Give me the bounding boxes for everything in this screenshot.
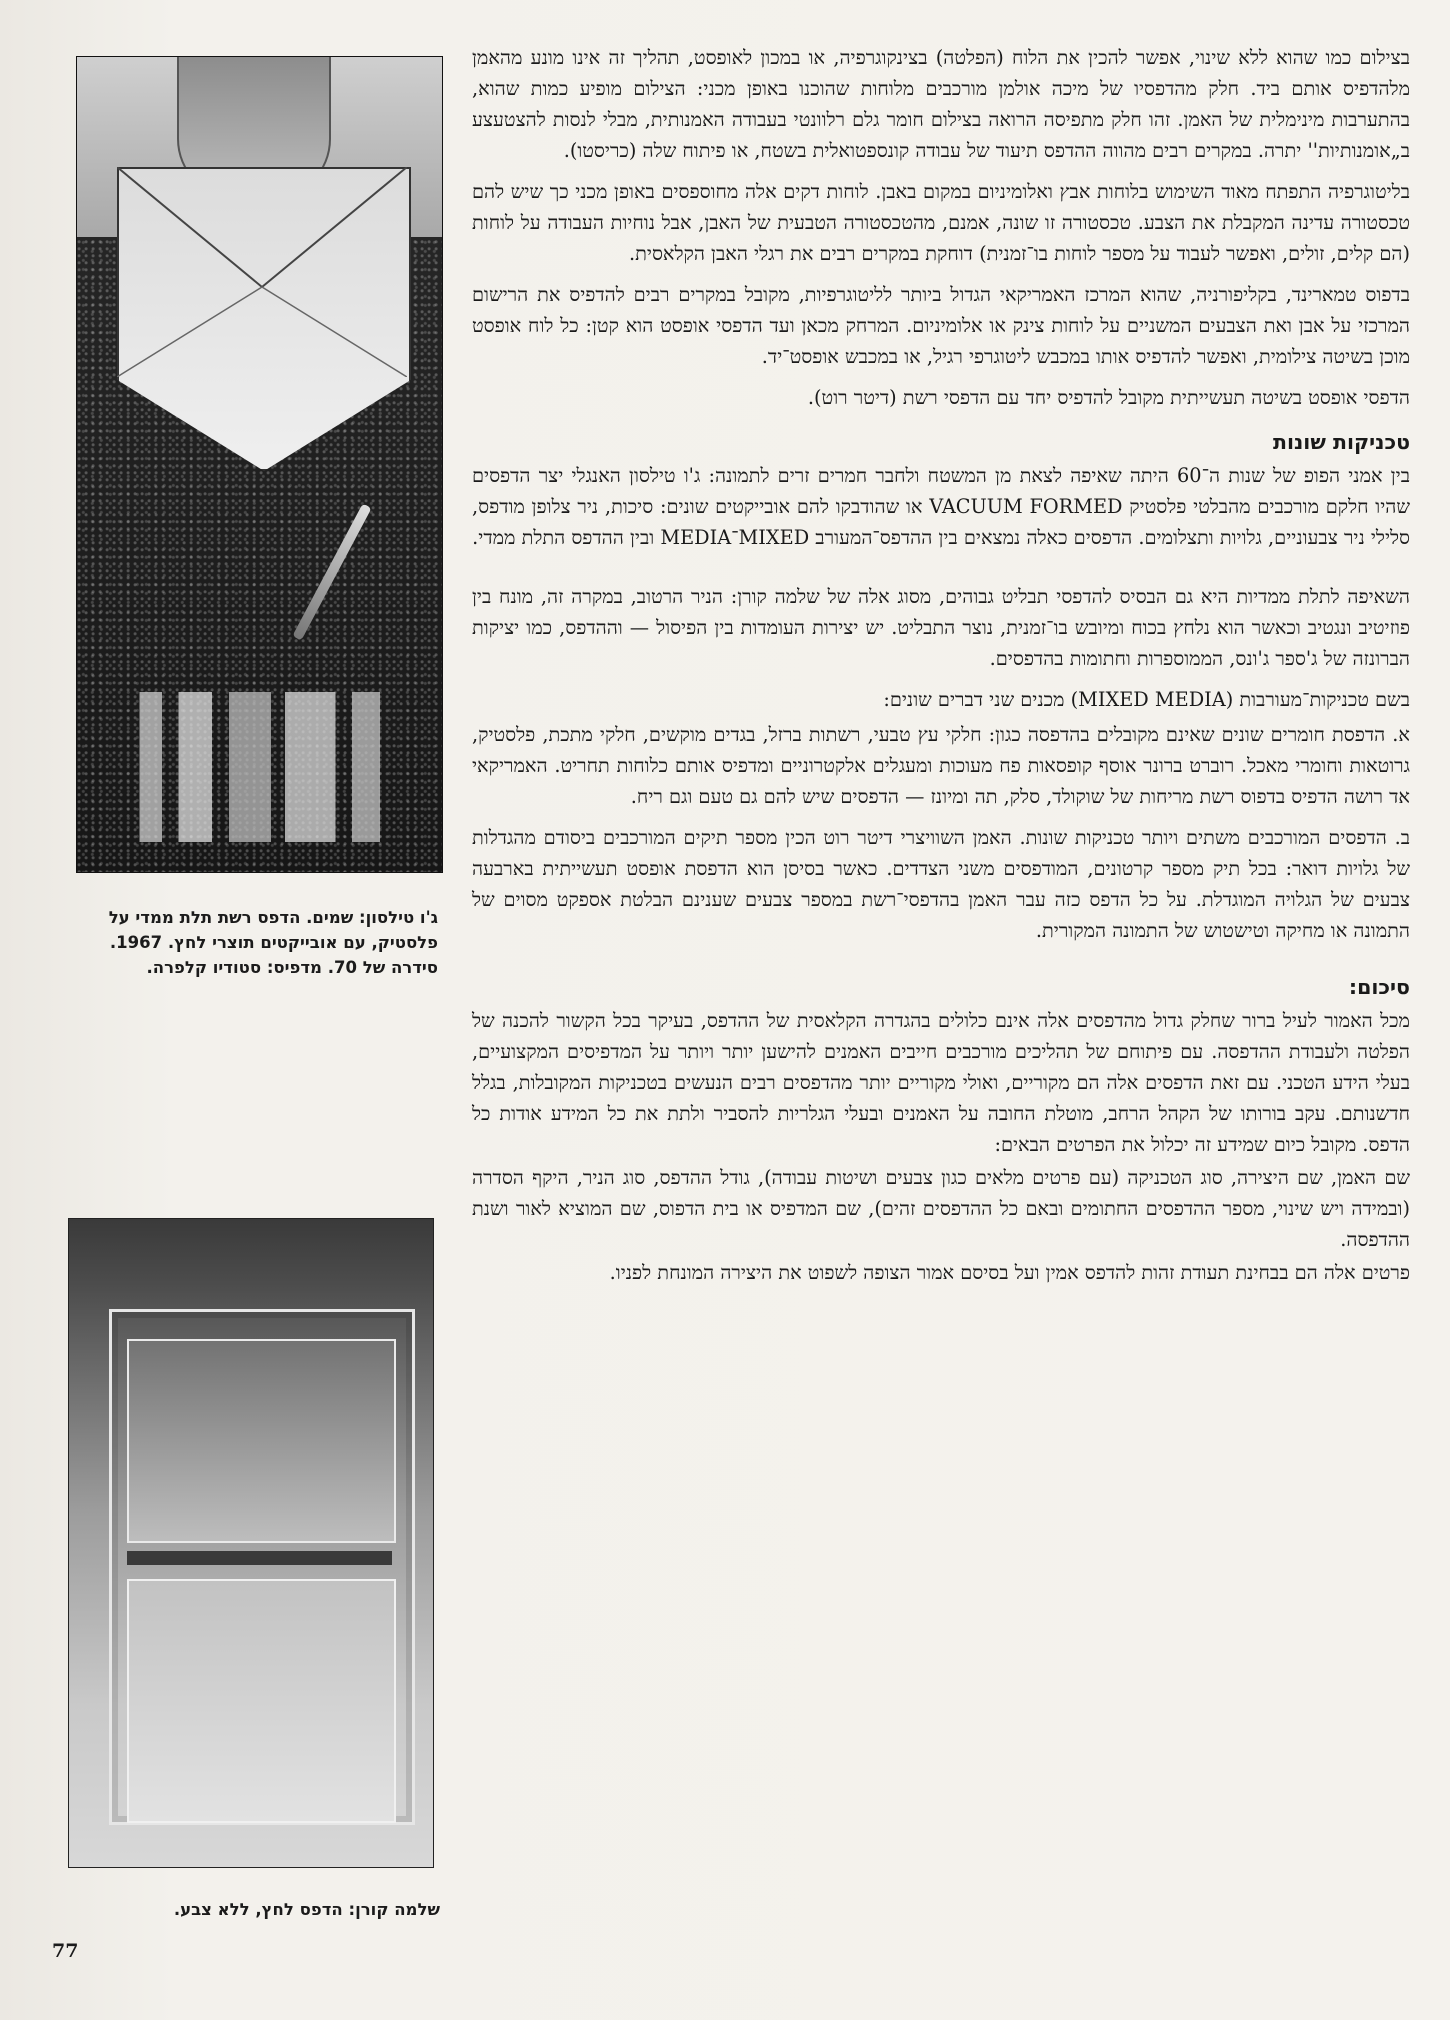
body-paragraph: בצילום כמו שהוא ללא שינוי, אפשר להכין את הלוח (הפלטה) בצינקוגרפיה, או במכון לאופסט, תהליך זה אינו מונע מהאמן מלהדפיס אותם ביד. חלק מהדפסיו של מיכה אולמן מורכבים מלוחות שהוכנו באופן מכני: הצילום מופיע כמות שהוא, בהתערבות מינימלית של האמן. זהו חלק מתפיסה הרואה בצילום חומר גלם רלוונטי בעבודה האמנותית, מבלי לנסות להצטעצע ב„אומנותיות'' יתרה. במקרים רבים מהווה ההדפס תיעוד של עבודה קונספטואלית בשטח, או פיתוח שלה (כריסטו). xyxy=(472,46,1410,162)
figure-caption-tilson: ג'ו טילסון: שמים. הדפס רשת תלת ממדי על פלסטיק, עם אובייקטים תוצרי לחץ. 1967. סידרה של 70. מדפיס: סטודיו קלפרה. xyxy=(108,908,438,977)
image-needle xyxy=(292,503,371,640)
image-city-buildings xyxy=(117,692,397,842)
body-paragraph: בין אמני הפופ של שנות ה־60 היתה שאיפה לצאת מן המשטח ולחבר חמרים זרים לתמונה: ג'ו טילסון האנגלי יצר הדפסים שהיו חלקם מורכבים מהבלטי פלסטיק VACUUM FORMED או שהודבקו להם אובייקטים שונים: סיכות, ניר צלופן מודפס, סלילי ניר צבעוניים, גלויות ותצלומים. הדפסים כאלה נמצאים בין ההדפס־המעורב MIXED־MEDIA ובין ההדפס התלת ממדי. xyxy=(472,464,1410,549)
section-heading-techniques: טכניקות שונות xyxy=(1272,430,1410,454)
koren-relief-print-image xyxy=(68,1218,434,1868)
paragraph-gap xyxy=(472,563,1410,581)
page-number: 77 xyxy=(52,1940,79,1962)
body-paragraph: בדפוס טמארינד, בקליפורניה, שהוא המרכז האמריקאי הגדול ביותר לליטוגרפיות, מקובל במקרים רבים להדפיס את הרישום המרכזי על אבן ואת הצבעים המשניים על לוחות צינק או אלומיניום. המרחק מכאן ועד הדפסי אופסט הוא קטן: כל לוח אופסט מוכן בשיטה צילומית, ואפשר להדפיס אותו במכבש ליטוגרפי רגיל, או במכבש אופסט־יד. xyxy=(472,283,1410,368)
body-paragraph: שם האמן, שם היצירה, סוג הטכניקה (עם פרטים מלאים כגון צבעים ושיטות עבודה), גודל ההדפס, סוג הניר, היקף הסדרה (ובמידה ויש שינוי, מספר ההדפסים החתומים ובאם כל ההדפסים זהים), שם המדפיס או בית הדפוס, שם המוציא לאור ושנת ההדפסה. xyxy=(472,1166,1410,1251)
body-paragraph: בשם טכניקות־מעורבות (MIXED MEDIA) מכנים שני דברים שונים: xyxy=(883,688,1410,711)
figure-caption-koren: שלמה קורן: הדפס לחץ, ללא צבע. xyxy=(173,1900,440,1919)
body-paragraph: מכל האמור לעיל ברור שחלק גדול מהדפסים אלה אינם כלולים בהגדרה הקלאסית של ההדפס, בעיקר בכל הקשור להכנה של הפלטה ולעבודת ההדפסה. עם פיתוחם של תהליכים מורכבים חייבים האמנים להישען יותר ויותר על המדפיסים המקצועיים, בעלי הידע הטכני. עם זאת הדפסים אלה הם מקוריים, ואולי מקוריים יותר מהדפסים רבים הנעשים בטכניקות המקובלות, בגלל חדשנותם. עקב בורותו של הקהל הרחב, מוטלת החובה על האמנים ובעלי הגלריות להסביר ולתת את כל המידע אודות כל הדפס. מקובל כיום שמידע זה יכלול את הפרטים הבאים: xyxy=(472,1009,1410,1156)
list-item: ב. הדפסים המורכבים משתים ויותר טכניקות שונות. האמן השוויצרי דיטר רוט הכין מספר תיקים המורכבים ביסודם מהגדלות של גלויות דואר: בכל תיק מספר קרטונים, המודפסים משני הצדדים. כאשר בסיסן הוא הדפסת אופסט תעשייתית בארבעה צבעים של הגלויה המוגדלת. על כל הדפס כזה עבר האמן בהדפסי־רשת במספר צבעים שענינם הבלטת אספקט מסוים של התמונה או מחיקה וטישטוש של התמונה המקורית. xyxy=(472,826,1410,942)
list-item: א. הדפסת חומרים שונים שאינם מקובלים בהדפסה כגון: חלקי עץ טבעי, רשתות ברזל, בגדים מוקשים, חלקי מתכת, פלסטיק, גרוטאות וחומרי מאכל. רוברט ברונר אוסף קופסאות פח מעוכות ומעגלים אלקטרוניים ומדפיס אותם כלוחות תחריט. האמריקאי אד רושה הדפיס בדפוס רשת מריחות של שוקולד, סלק, תה ומיונז — הדפסים שיש להם גם טעם וגם ריח. xyxy=(472,723,1410,808)
body-paragraph: בליטוגרפיה התפתח מאוד השימוש בלוחות אבץ ואלומיניום במקום באבן. לוחות דקים אלה מחוספסים באופן מכני כך שיש להם טכסטורה עדינה המקבלת את הצבע. טכסטורה זו שונה, אמנם, מהטכסטורה הטבעית של האבן, אבל נוחיות העבודה על לוחות (הם קלים, זולים, ואפשר לעבוד על מספר לוחות בו־זמנית) דוחקת במקרים רבים את רגלי האבן הקלאסית. xyxy=(472,180,1410,265)
body-paragraph: הדפסי אופסט בשיטה תעשייתית מקובל להדפיס יחד עם הדפסי רשת (דיטר רוט). xyxy=(807,386,1410,409)
body-paragraph: השאיפה לתלת ממדיות היא גם הבסיס להדפסי תבליט גבוהים, מסוג אלה של שלמה קורן: הניר הרטוב, במקרה זה, מונח בין פוזיטיב ונגטיב וכאשר הוא נלחץ בכוח ומיובש בו־זמנית, נוצר התבליט. יש יצירות העומדות בין הפיסול — וההדפס, כמו יציקות הברונזה של ג'ספר ג'ונס, הממוספרות וחתומות בהדפסים. xyxy=(472,585,1410,670)
relief-bottom-panel xyxy=(127,1579,396,1823)
body-paragraph: פרטים אלה הם בבחינת תעודת זהות להדפס אמין ועל בסיסם אמור הצופה לשפוט את היצירה המונחת לפניו. xyxy=(609,1261,1410,1284)
relief-dark-bar xyxy=(127,1551,392,1565)
envelope-fold-lines xyxy=(117,167,407,377)
tilson-sky-print-image xyxy=(76,56,443,873)
main-text-column xyxy=(472,42,1410,1298)
relief-top-panel xyxy=(127,1339,396,1543)
section-heading-summary: סיכום: xyxy=(1348,975,1410,999)
